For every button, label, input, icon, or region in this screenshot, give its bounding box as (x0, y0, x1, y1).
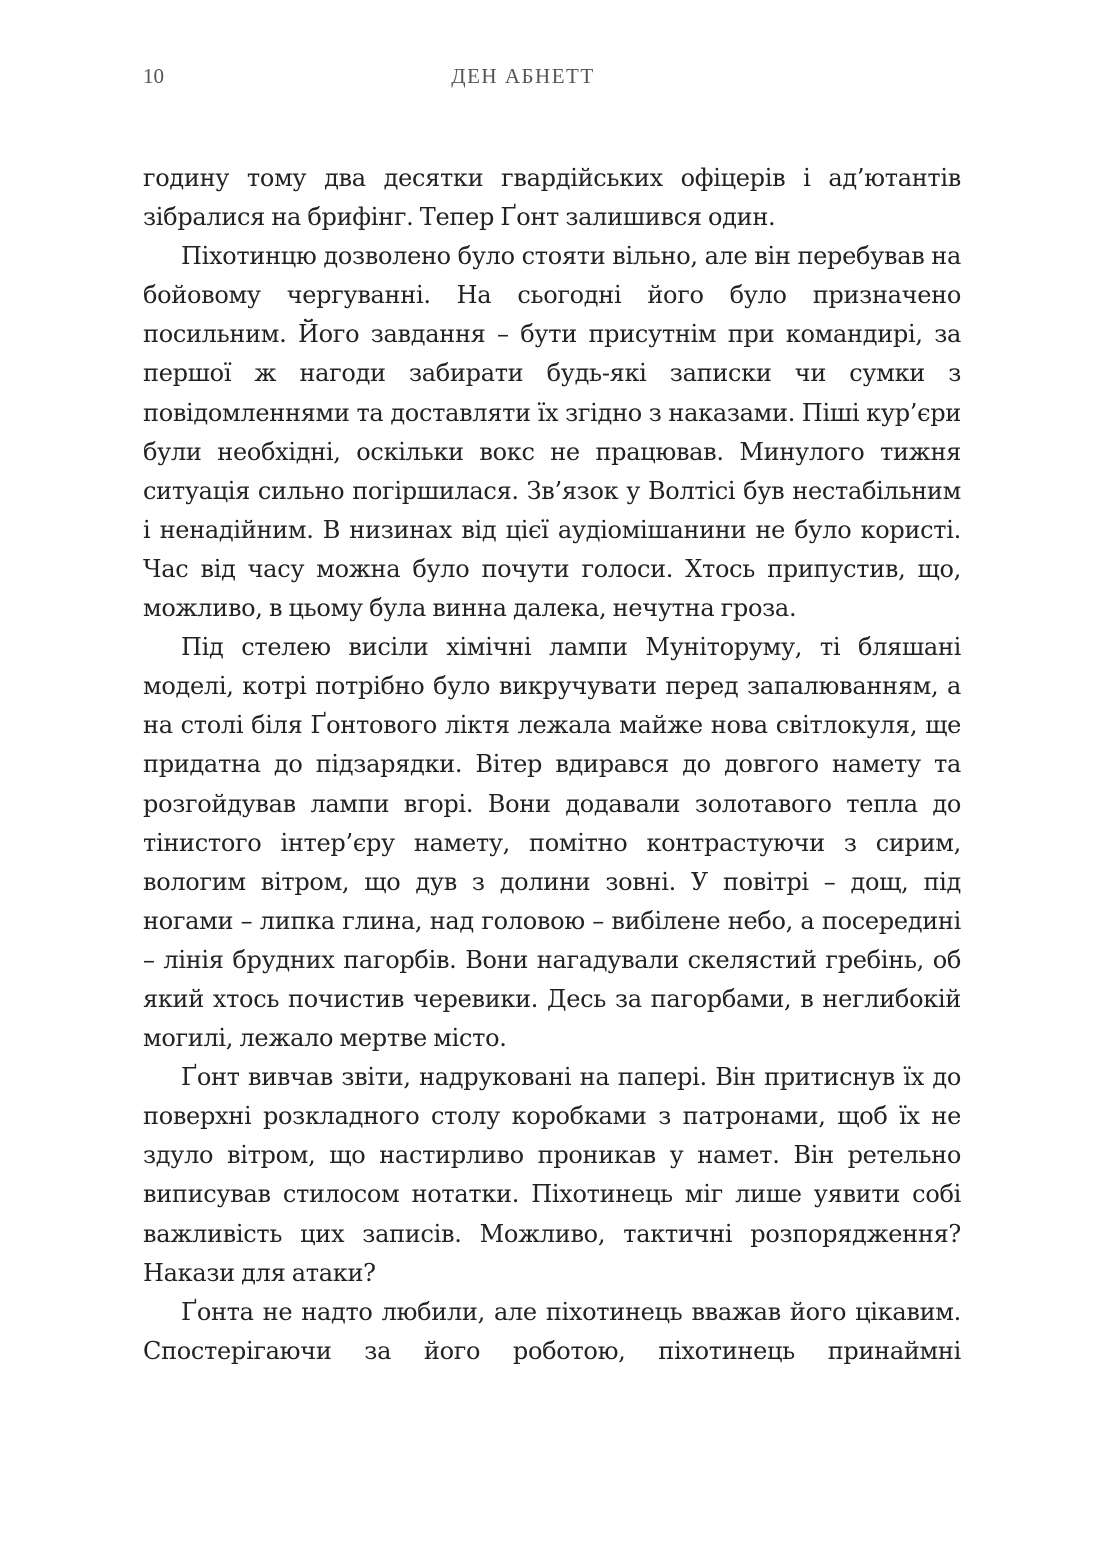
paragraph-continued: годину тому два десятки гвардійських офіцерів і ад’ютантів зібралися на брифінг. Тепер Ґонт залишився один. (143, 164, 961, 232)
paragraph: Ґонт вивчав звіти, надруковані на папері. Він притиснув їх до поверхні розкладного столу коробками з патронами, щоб їх не здуло вітром, що настирливо проникав у намет. Він ретельно виписував стилосом нотатки. Піхотинець міг лише уявити собі важливість цих записів. Можливо, тактичні розпорядження? Накази для атаки? (143, 1063, 961, 1287)
paragraph: Піхотинцю дозволено було стояти вільно, але він перебував на бойовому чергуванні. На сьогодні його було призначено посильним. Його завдання – бути присутнім при командирі, за першої ж нагоди забирати будь-які записки чи сумки з повідомленнями та доставляти їх згідно з наказами. Піші кур’єри були необхідні, оскільки вокс не працював. Минулого тижня ситуація сильно погіршилася. Зв’язок у Волтісі був нестабільним і ненадійним. В низинах від цієї аудіомішанини не було користі. Час від часу можна було почути голоси. Хтось припустив, що, можливо, в цьому була винна далека, нечутна гроза. (143, 242, 961, 623)
paragraph: Під стелею висіли хімічні лампи Муніторуму, ті бляшані моделі, котрі потрібно було викручувати перед запалюванням, а на столі біля Ґонтового ліктя лежала майже нова світлокуля, ще придатна до підзарядки. Вітер вдирався до довгого намету та розгойдував лампи вгорі. Вони додавали золотавого тепла до тінистого інтер’єру намету, помітно контрастуючи з сирим, вологим вітром, що дув з долини зовні. У повітрі – дощ, під ногами – липка глина, над головою – вибілене небо, а посередині – лінія брудних пагорбів. Вони нагадували скелястий гребінь, об який хтось почистив черевики. Десь за пагорбами, в неглибокій могилі, лежало мертве місто. (143, 633, 961, 1053)
running-head (143, 64, 961, 94)
page-number: 10 (143, 64, 164, 88)
running-head-author: ДЕН АБНЕТТ (451, 64, 595, 88)
body-text (143, 159, 961, 1371)
paragraph-continues-next-page: Ґонта не надто любили, але піхотинець вважав його цікавим. Спостерігаючи за його роботою, піхотинець принаймні (143, 1297, 961, 1365)
